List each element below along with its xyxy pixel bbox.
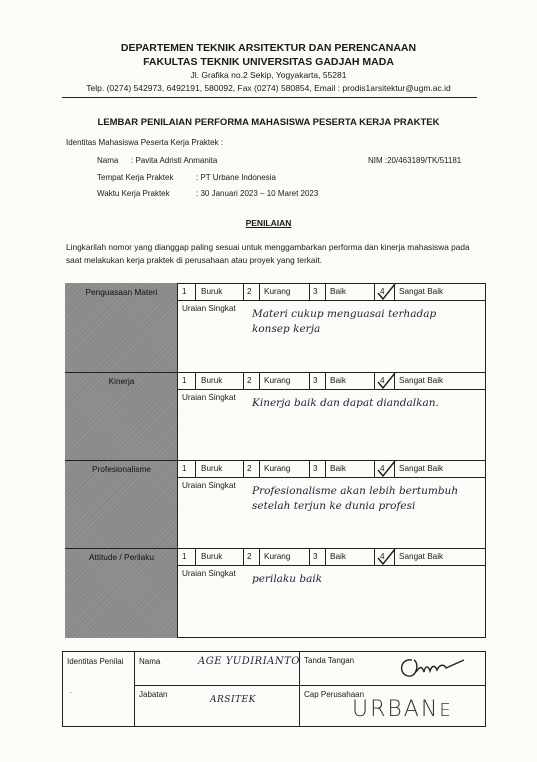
remark-label: Uraian Singkat	[182, 304, 236, 313]
scale-label-sangat-baik: Sangat Baik	[399, 376, 444, 385]
scale-label-kurang: Kurang	[264, 376, 291, 385]
scale-cell-divider	[259, 283, 260, 300]
scale-cell-divider	[325, 548, 326, 565]
criterion-label: Attitude / Perilaku	[88, 552, 155, 562]
department-name: DEPARTEMEN TEKNIK ARSITEKTUR DAN PERENCANAAN	[120, 42, 417, 54]
stamp-label: Cap Perusahaan	[304, 690, 365, 699]
remark-label: Uraian Singkat	[182, 393, 236, 402]
position-label: Jabatan	[139, 690, 168, 699]
remark-label: Uraian Singkat	[182, 569, 236, 578]
position-value: ARSITEK	[210, 695, 256, 705]
scale-label-buruk: Buruk	[201, 287, 223, 296]
scale-cell-divider	[243, 460, 244, 477]
scale-label-kurang: Kurang	[264, 552, 291, 561]
scale-number-3: 3	[313, 376, 318, 385]
remark-handwritten: Profesionalisme akan lebih bertumbuh setelah terjun ke dunia profesi	[252, 485, 459, 512]
scale-number-1: 1	[182, 552, 187, 561]
selected-check-icon	[375, 371, 397, 391]
address: Jl. Grafika no.2 Sekip, Yogyakarta, 55281	[190, 70, 347, 80]
scale-cell-divider	[243, 372, 244, 389]
row-divider	[65, 372, 486, 373]
scale-number-2: 2	[247, 464, 252, 473]
scale-number-4[interactable]: 4	[380, 287, 385, 296]
period-label: Waktu Kerja Praktek	[97, 189, 170, 198]
criterion-label: Profesionalisme	[91, 464, 152, 474]
evaluation-form: DEPARTEMEN TEKNIK ARSITEKTUR DAN PERENCANAAN FAKULTAS TEKNIK UNIVERSITAS GADJAH MADA Jl. Grafika no.2 Sekip, Yogyakarta, 55281 Telp. (0274) 542973, 6492191, 580092, Fax (0274) 580854, Email : prodis1arsitektur@ugm.ac.id LEMBAR PENILAIAN PERFORMA MAHASISWA PESERTA KERJA PRAKTEK Identitas Mahasiswa Peserta Kerja Praktek : Nama : Pavita Adristi Anmanita NIM :20/463189/TK/51181 Tempat Kerja Praktek : PT Urbane Indonesia Waktu Kerja Praktek : 30 Januari 2023 – 10 Maret 2023 PENILAIAN Lingkarilah nomor yang dianggap paling sesuai untuk menggambarkan performa dan kinerja mahasiswa pada saat melakukan kerja praktek di perusahaan atau proyek yang terkait. Penguasaan Materi 1 Buruk 2 Kurang 3 Baik 4 Sangat Baik Uraian Singkat Materi cukup menguasai terhadap konsep kerja Kinerja 1 Buruk 2 Kurang 3 Baik 4 Sangat Baik Uraian Singkat Kinerja baik dan dapat diandalkan. Profesionalisme 1 Buruk 2 Kurang 3 Baik 4 Sangat Baik Uraian Singkat Profesionalisme akan lebih bertumbuh setelah terjun ke dunia profesi Attitude / Perilaku 1 Buruk 2 Kurang 3 Baik 4 Sangat Baik Uraian Singkat perilaku baik Identitas Penilai Nama AGE YUDIRIANTO Tanda Tangan Jabatan ARSITEK Cap Perusahaan URBANE .	[0, 0, 537, 762]
scale-cell-divider	[259, 460, 260, 477]
scale-divider	[178, 389, 486, 390]
scale-label-baik: Baik	[330, 464, 346, 473]
scale-number-3: 3	[313, 464, 318, 473]
scale-number-3: 3	[313, 552, 318, 561]
name-label: Nama	[97, 156, 119, 165]
scale-number-4[interactable]: 4	[380, 552, 385, 561]
remark-handwritten: Kinerja baik dan dapat diandalkan.	[252, 397, 439, 409]
scale-label-baik: Baik	[330, 287, 346, 296]
contact-info: Telp. (0274) 542973, 6492191, 580092, Fax (0274) 580854, Email : prodis1arsitektur@ugm.ac.id	[86, 83, 451, 93]
scale-cell-divider	[195, 548, 196, 565]
scale-cell-divider	[195, 283, 196, 300]
scale-number-2: 2	[247, 376, 252, 385]
scale-cell-divider	[243, 548, 244, 565]
identity-heading: Identitas Mahasiswa Peserta Kerja Praktek :	[66, 138, 223, 147]
scale-label-sangat-baik: Sangat Baik	[399, 464, 444, 473]
criterion-label: Kinerja	[108, 376, 135, 386]
header-divider	[62, 97, 477, 98]
scale-number-2: 2	[247, 552, 252, 561]
place-label: Tempat Kerja Praktek	[97, 173, 174, 182]
scale-cell-divider	[195, 460, 196, 477]
scale-number-1: 1	[182, 376, 187, 385]
assessor-name-value: AGE YUDIRIANTO	[198, 656, 301, 667]
selected-check-icon	[375, 459, 397, 479]
faculty-name: FAKULTAS TEKNIK UNIVERSITAS GADJAH MADA	[143, 56, 394, 68]
scale-cell-divider	[259, 548, 260, 565]
scale-number-2: 2	[247, 287, 252, 296]
criterion-label: Penguasaan Materi	[85, 287, 158, 297]
place-value: : PT Urbane Indonesia	[196, 173, 276, 182]
remark-handwritten: Materi cukup menguasai terhadap konsep kerja	[252, 308, 437, 335]
scale-cell-divider	[309, 548, 310, 565]
scale-divider	[178, 565, 486, 566]
scale-label-sangat-baik: Sangat Baik	[399, 552, 444, 561]
scale-label-kurang: Kurang	[264, 287, 291, 296]
scale-cell-divider	[309, 460, 310, 477]
signature-image	[394, 652, 468, 682]
name-value: : Pavita Adristi Anmanita	[131, 156, 218, 165]
scale-label-buruk: Buruk	[201, 552, 223, 561]
scale-label-sangat-baik: Sangat Baik	[399, 287, 444, 296]
row-divider	[65, 548, 486, 549]
scale-cell-divider	[309, 283, 310, 300]
scale-number-1: 1	[182, 287, 187, 296]
scale-label-kurang: Kurang	[264, 464, 291, 473]
scale-cell-divider	[325, 460, 326, 477]
scale-cell-divider	[309, 372, 310, 389]
section-title: PENILAIAN	[245, 218, 292, 228]
row-divider	[65, 460, 486, 461]
company-stamp-logo: URBANE	[352, 697, 453, 722]
scale-cell-divider	[195, 372, 196, 389]
remark-handwritten: perilaku baik	[252, 573, 323, 585]
scale-label-buruk: Buruk	[201, 464, 223, 473]
signature-label: Tanda Tangan	[304, 656, 355, 665]
assessor-name-label: Nama	[139, 657, 161, 666]
scale-label-baik: Baik	[330, 376, 346, 385]
scale-cell-divider	[325, 283, 326, 300]
scale-number-4[interactable]: 4	[380, 464, 385, 473]
form-title: LEMBAR PENILAIAN PERFORMA MAHASISWA PESERTA KERJA PRAKTEK	[97, 117, 440, 128]
scale-number-1: 1	[182, 464, 187, 473]
instruction-text: Lingkarilah nomor yang dianggap paling sesuai untuk menggambarkan performa dan kinerja mahasiswa pada saat melakukan kerja praktek di perusahaan atau proyek yang terkait.	[66, 242, 470, 265]
scale-divider	[178, 477, 486, 478]
selected-check-icon	[375, 547, 397, 567]
period-value: : 30 Januari 2023 – 10 Maret 2023	[196, 189, 319, 198]
scale-number-4[interactable]: 4	[380, 376, 385, 385]
scale-label-baik: Baik	[330, 552, 346, 561]
nim-value: NIM :20/463189/TK/51181	[368, 156, 462, 165]
selected-check-icon	[375, 282, 397, 302]
assessor-heading: Identitas Penilai	[67, 657, 124, 666]
scale-cell-divider	[259, 372, 260, 389]
scale-label-buruk: Buruk	[201, 376, 223, 385]
scale-cell-divider	[243, 283, 244, 300]
remark-label: Uraian Singkat	[182, 481, 236, 490]
scale-divider	[178, 300, 486, 301]
scale-cell-divider	[325, 372, 326, 389]
scale-number-3: 3	[313, 287, 318, 296]
